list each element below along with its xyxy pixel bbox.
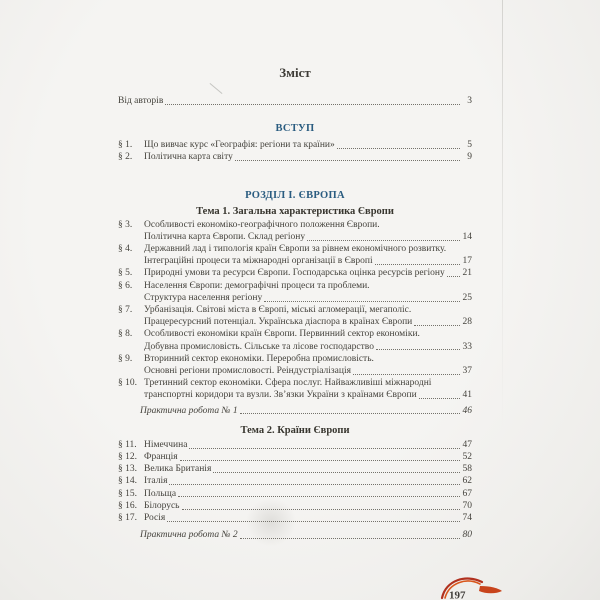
entry-text: Політична карта Європи. Склад регіону xyxy=(144,231,306,242)
entry-text: Природні умови та ресурси Європи. Господарська оцінка ресурсів регіону xyxy=(144,268,445,279)
dot-leader xyxy=(182,509,460,510)
entry-text: Польща xyxy=(144,488,177,499)
page-number-text: 197 xyxy=(449,589,466,600)
entry-page-number: 47 xyxy=(462,439,472,450)
dot-leader xyxy=(240,538,460,539)
paragraph-number: § 17. xyxy=(118,513,137,524)
entry-text: Особливості економіки країн Європи. Первинний сектор економіки. xyxy=(144,329,420,340)
toc-entry-from-authors xyxy=(118,95,472,107)
paragraph-number: § 11. xyxy=(118,439,137,450)
entry-text: Практична робота № 1 xyxy=(140,405,238,416)
entry-text: Структура населення регіону xyxy=(144,292,263,303)
entry-text: Третинний сектор економіки. Сфера послуг. Найважливіші міжнародні xyxy=(144,378,432,389)
toc-entry xyxy=(118,243,472,267)
toc-entry xyxy=(118,328,472,352)
dot-leader xyxy=(375,264,460,265)
entry-text: Урбанізація. Світові міста в Європі, міські агломерації, мегаполіс. xyxy=(144,305,412,316)
entry-text: Німеччина xyxy=(144,439,188,450)
entry-text: Політична карта світу xyxy=(144,152,233,163)
entry-page-number: 46 xyxy=(462,405,472,416)
entry-page-number: 74 xyxy=(462,513,472,524)
toc-entry xyxy=(118,463,472,475)
paragraph-number: § 5. xyxy=(118,268,133,279)
dot-leader xyxy=(307,240,460,241)
entry-page-number: 33 xyxy=(462,341,472,352)
entry-page-number: 3 xyxy=(467,96,472,106)
dot-leader xyxy=(169,484,460,485)
dot-leader xyxy=(180,460,460,461)
toc-entry xyxy=(118,377,472,401)
paragraph-number: § 13. xyxy=(118,464,137,475)
entry-text: Від авторів xyxy=(118,96,164,106)
entry-page-number: 21 xyxy=(462,268,472,279)
paragraph-number: § 8. xyxy=(118,329,133,340)
entry-page-number: 37 xyxy=(462,366,472,377)
entry-text: транспортні коридори та вузли. Зв’язки України з країнами Європи xyxy=(144,390,417,401)
entry-text: Білорусь xyxy=(144,500,180,511)
dot-leader xyxy=(353,374,460,375)
toc-entry xyxy=(118,500,472,512)
dot-leader xyxy=(235,160,460,161)
entry-text: Що вивчає курс «Географія: регіони та країни» xyxy=(144,140,335,151)
paragraph-number: § 6. xyxy=(118,280,133,291)
subsection-heading-tema1: Тема 1. Загальна характеристика Європи xyxy=(196,205,394,217)
paragraph-number: § 12. xyxy=(118,452,137,463)
paragraph-number: § 3. xyxy=(118,219,133,230)
entry-page-number: 28 xyxy=(462,317,472,328)
toc-entry xyxy=(118,512,472,524)
paragraph-number: § 7. xyxy=(118,305,133,316)
section-heading-rozdil1: РОЗДІЛ І. ЄВРОПА xyxy=(245,189,345,201)
paragraph-number: § 9. xyxy=(118,353,133,364)
toc-entry xyxy=(118,304,472,328)
paragraph-number: § 1. xyxy=(118,140,133,151)
toc-entry-practical-work-1 xyxy=(118,405,472,417)
toc-entry xyxy=(118,267,472,279)
section-heading-vstup: ВСТУП xyxy=(275,123,315,135)
page-number-badge xyxy=(436,571,508,600)
paragraph-number: § 4. xyxy=(118,244,133,255)
toc-entry xyxy=(118,439,472,451)
entry-page-number: 80 xyxy=(462,530,472,541)
paragraph-number: § 10. xyxy=(118,378,137,389)
toc-entry-practical-work-2 xyxy=(118,529,472,541)
toc-entry xyxy=(118,280,472,304)
dot-leader xyxy=(447,276,460,277)
dot-leader xyxy=(178,496,460,497)
toc-entry xyxy=(118,139,472,151)
paragraph-number: § 2. xyxy=(118,152,133,163)
dot-leader xyxy=(376,349,460,350)
toc-entry xyxy=(118,353,472,377)
page-title: Зміст xyxy=(279,65,311,80)
toc-entry xyxy=(118,475,472,487)
entry-page-number: 70 xyxy=(462,500,472,511)
dot-leader xyxy=(414,325,460,326)
entry-text: Державний лад і типологія країн Європи за рівнем економічного розвитку. xyxy=(144,244,447,255)
dot-leader xyxy=(167,521,460,522)
entry-page-number: 62 xyxy=(462,476,472,487)
toc-entry xyxy=(118,151,472,163)
entry-page-number: 9 xyxy=(467,152,472,163)
entry-text: Основні регіони промисловості. Реіндустріалізація xyxy=(144,366,351,377)
page-curl-ornament-icon xyxy=(436,571,508,600)
entry-text: Населення Європи: демографічні процеси та проблеми. xyxy=(144,280,370,291)
dot-leader xyxy=(337,148,460,149)
entry-text: Працересурсний потенціал. Українська діаспора в країнах Європи xyxy=(144,317,413,328)
toc-entry xyxy=(118,488,472,500)
entry-text: Франція xyxy=(144,452,178,463)
entry-text: Добувна промисловість. Сільське та лісове господарство xyxy=(144,341,374,352)
entry-text: Особливості економіко-географічного положення Європи. xyxy=(144,219,380,230)
entry-text: Росія xyxy=(144,513,166,524)
entry-page-number: 58 xyxy=(462,464,472,475)
entry-text: Велика Британія xyxy=(144,464,212,475)
dot-leader xyxy=(419,398,460,399)
entry-text: Вторинний сектор економіки. Переробна промисловість. xyxy=(144,353,374,364)
paragraph-number: § 16. xyxy=(118,500,137,511)
toc-entry xyxy=(118,219,472,243)
entry-page-number: 67 xyxy=(462,488,472,499)
dot-leader xyxy=(213,472,460,473)
entry-page-number: 14 xyxy=(462,231,472,242)
dot-leader xyxy=(189,448,460,449)
entry-page-number: 5 xyxy=(467,140,472,151)
dot-leader xyxy=(240,413,460,414)
dot-leader xyxy=(165,104,460,105)
entry-text: Інтеграційні процеси та міжнародні організації в Європі xyxy=(144,256,373,267)
entry-page-number: 17 xyxy=(462,256,472,267)
subsection-heading-tema2: Тема 2. Країни Європи xyxy=(240,424,350,436)
entry-page-number: 52 xyxy=(462,452,472,463)
paragraph-number: § 15. xyxy=(118,488,137,499)
dot-leader xyxy=(264,301,460,302)
paragraph-number: § 14. xyxy=(118,476,137,487)
entry-text: Італія xyxy=(144,476,168,487)
entry-page-number: 41 xyxy=(462,390,472,401)
entry-page-number: 25 xyxy=(462,292,472,303)
toc-entry xyxy=(118,451,472,463)
entry-text: Практична робота № 2 xyxy=(140,530,238,541)
